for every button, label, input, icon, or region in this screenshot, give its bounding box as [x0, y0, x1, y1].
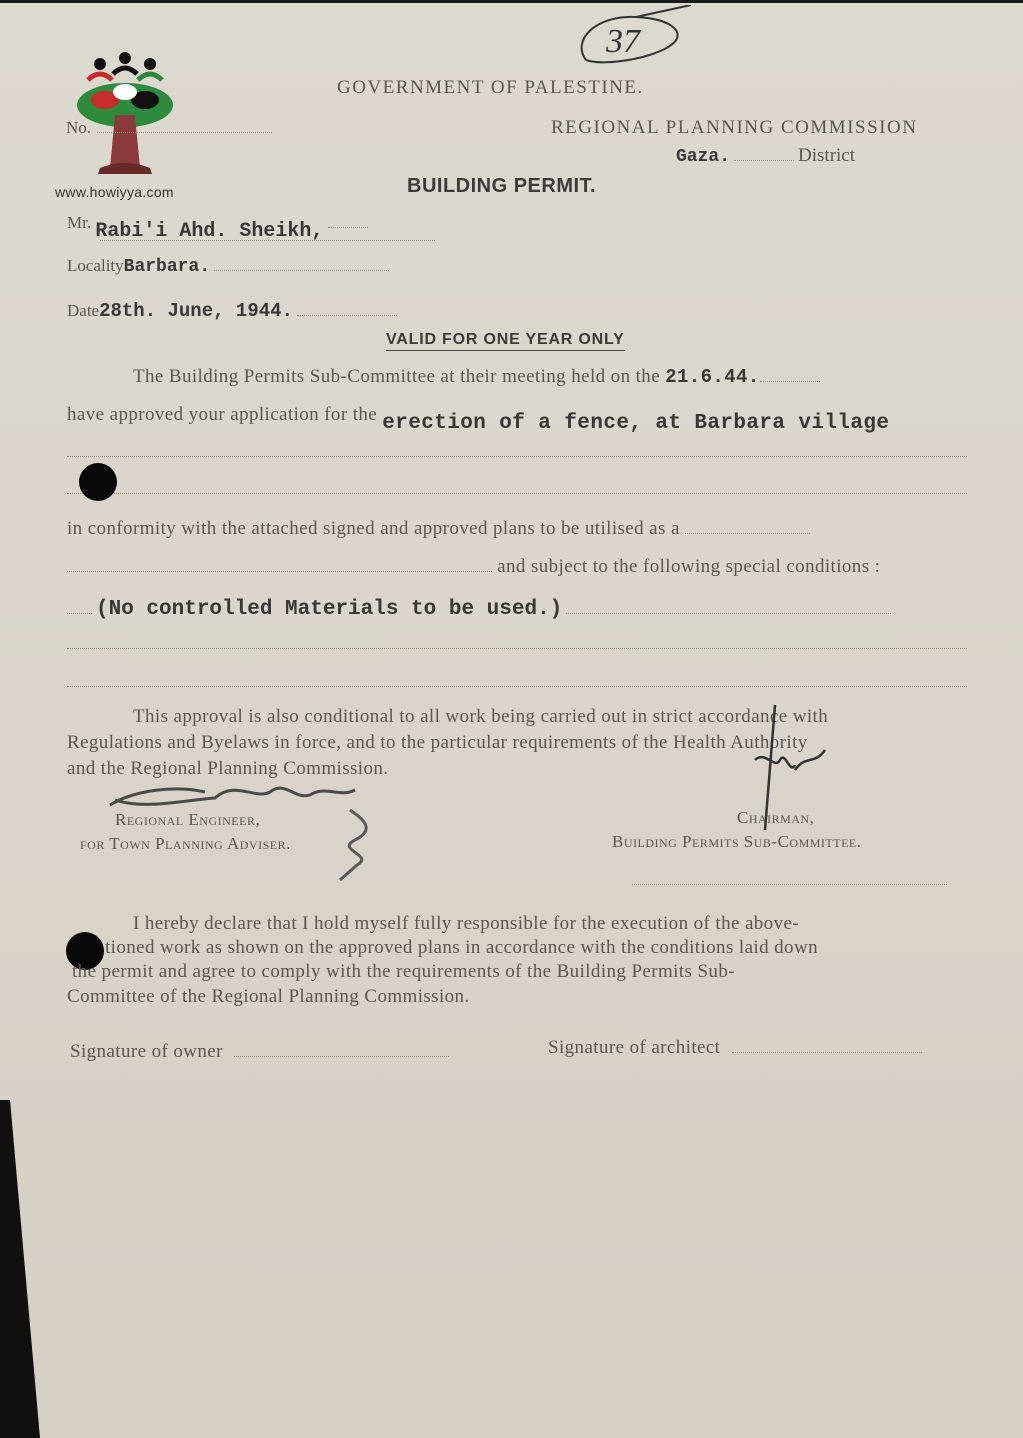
approval-purpose: erection of a fence, at Barbara village [382, 412, 890, 435]
conformity-blank [685, 533, 810, 534]
architect-signature-label: Signature of architect [548, 1037, 721, 1058]
date-field [67, 300, 397, 322]
architect-signature-field [548, 1037, 922, 1059]
locality-value: Barbara. [123, 257, 211, 277]
locality-field [67, 256, 389, 277]
conditions-text: and subject to the following special conditions : [497, 556, 881, 577]
special-condition-line [67, 598, 891, 621]
owner-signature-field [70, 1041, 449, 1063]
special-condition: (No controlled Materials to be used.) [96, 598, 563, 621]
punch-hole-top [79, 463, 117, 501]
special-condition-blank [566, 613, 891, 614]
date-label: Date [67, 301, 100, 320]
date-blank [297, 315, 397, 316]
meeting-line [133, 366, 820, 388]
district-blank [734, 160, 794, 161]
blank-line-4 [67, 686, 967, 687]
date-value: 28th. June, 1944. [99, 300, 293, 322]
district-line [676, 145, 855, 167]
locality-blank [214, 270, 389, 271]
document-title: BUILDING PERMIT. [407, 175, 597, 197]
approval-line [67, 404, 890, 435]
validity-notice: VALID FOR ONE YEAR ONLY [386, 331, 625, 351]
declaration-line-4: Committee of the Regional Planning Commission. [67, 986, 470, 1007]
chairman-blank [632, 884, 947, 885]
blank-line-3 [67, 648, 967, 649]
commission-heading: REGIONAL PLANNING COMMISSION [551, 117, 918, 138]
conformity-text: in conformity with the attached signed and approved plans to be utilised as a [67, 518, 680, 539]
logo-url: www.howiyya.com [55, 184, 174, 200]
top-edge-shadow [0, 0, 1023, 3]
mr-blank [328, 227, 368, 228]
special-condition-lead [67, 613, 92, 614]
approval-text: have approved your application for the [67, 404, 378, 425]
conditions-line [67, 556, 880, 578]
conditional-line-3: and the Regional Planning Commission. [67, 758, 389, 779]
engineer-title: Regional Engineer, [115, 810, 261, 829]
meeting-date: 21.6.44. [665, 366, 760, 388]
meeting-blank [760, 381, 820, 382]
owner-signature-label: Signature of owner [70, 1041, 223, 1062]
blank-line-1 [67, 456, 967, 457]
page-edge-shadow [0, 1100, 40, 1438]
mr-field [67, 212, 368, 243]
meeting-text: The Building Permits Sub-Committee at their meeting held on the [133, 366, 661, 387]
folio-circle [566, 5, 696, 80]
blank-line-2 [67, 493, 967, 494]
conditional-line-1: This approval is also conditional to all work being carried out in strict accordance with [133, 706, 829, 727]
conformity-line [67, 518, 810, 540]
conditions-blank [67, 571, 492, 572]
folio-number: 37 [606, 23, 640, 60]
declaration-line-1: I hereby declare that I hold myself fully responsible for the execution of the above- [133, 913, 800, 934]
owner-signature-blank [234, 1056, 449, 1057]
architect-signature-blank [732, 1052, 922, 1053]
declaration-line-3: the permit and agree to comply with the requirements of the Building Permits Sub- [72, 961, 735, 982]
locality-label: Locality [67, 256, 124, 275]
district-label: District [798, 145, 856, 166]
engineer-subtitle: for Town Planning Adviser. [80, 834, 291, 853]
district-value: Gaza. [676, 147, 731, 167]
number-field-blank [97, 132, 272, 133]
conditional-line-2: Regulations and Byelaws in force, and to the particular requirements of the Health Authority [67, 732, 808, 753]
number-field: No. [66, 118, 272, 138]
chairman-subtitle: Building Permits Sub-Committee. [612, 832, 862, 851]
government-heading: GOVERNMENT OF PALESTINE. [337, 77, 644, 98]
declaration-line-2: tioned work as shown on the approved plans in accordance with the conditions laid down [105, 937, 818, 958]
mr-label: Mr. [67, 213, 92, 232]
mr-underline [100, 240, 435, 241]
applicant-name: Rabi'i Ahd. Sheikh, [95, 220, 324, 243]
chairman-title: Chairman, [737, 808, 815, 827]
